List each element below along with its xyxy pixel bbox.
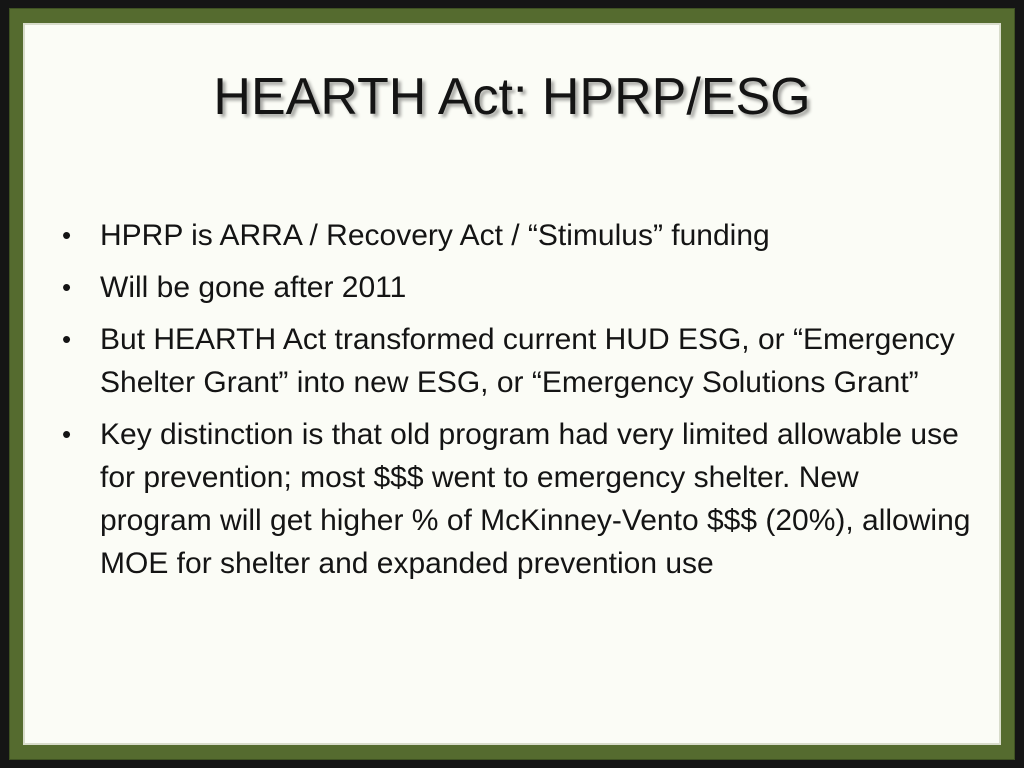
bullet-dot-icon: •	[62, 419, 72, 449]
bullet-item	[58, 318, 978, 404]
bullet-item	[58, 266, 978, 309]
bullet-dot-icon: •	[62, 220, 72, 250]
bullet-text: HPRP is ARRA / Recovery Act / “Stimulus” funding	[100, 219, 770, 252]
slide-title: HEARTH Act: HPRP/ESG	[213, 68, 811, 126]
bullet-text: Key distinction is that old program had very limited allowable use for prevention; most $$$ went to emergency shelter. New program will get higher % of McKinney-Vento $$$ (20%), allowing MOE for shelter and expanded prevention use	[100, 418, 971, 580]
bullet-item	[58, 413, 978, 585]
bullet-text: Will be gone after 2011	[100, 271, 407, 304]
bullet-item	[58, 214, 978, 257]
bullet-dot-icon: •	[62, 272, 72, 302]
bullet-dot-icon: •	[62, 324, 72, 354]
bullet-list	[58, 214, 978, 594]
bullet-text: But HEARTH Act transformed current HUD ESG, or “Emergency Shelter Grant” into new ESG, or “Emergency Solutions Grant”	[100, 323, 955, 399]
